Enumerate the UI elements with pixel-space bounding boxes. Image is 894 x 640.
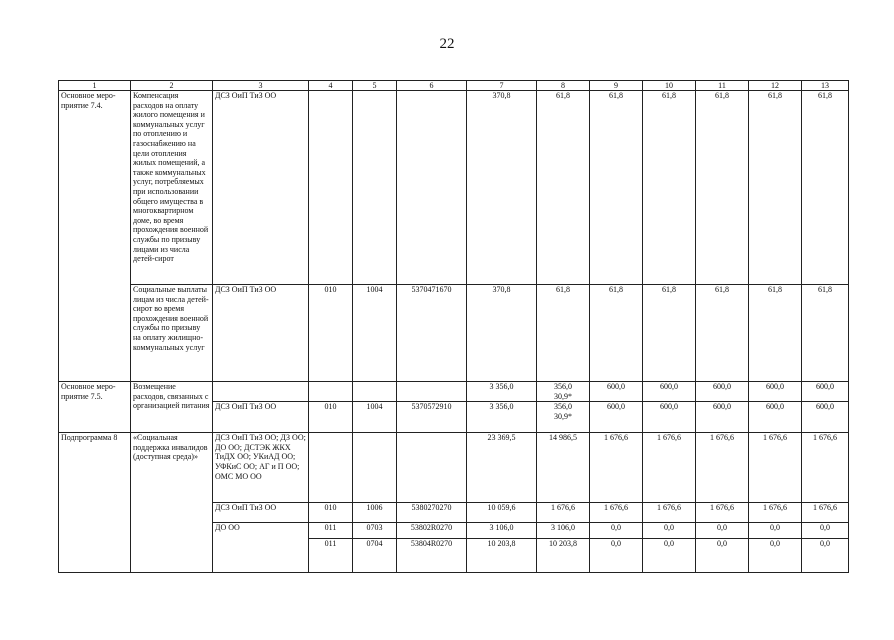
executor: ДСЗ ОиП ТиЗ ОО (213, 91, 309, 285)
measure-name: Подпрограмма 8 (59, 433, 131, 573)
value-cell: 14 986,5 (537, 433, 590, 503)
value-cell: 10 203,8 (537, 539, 590, 573)
measure-description: «Социальная поддержка инвалидов (доступная среда)» (131, 433, 213, 573)
value-cell: 1 676,6 (696, 503, 749, 523)
code-cell: 1004 (353, 285, 397, 382)
value-cell: 61,8 (590, 285, 643, 382)
header-cell: 12 (749, 81, 802, 91)
value-cell: 0,0 (749, 523, 802, 539)
value-cell: 1 676,6 (537, 503, 590, 523)
header-row (59, 81, 849, 91)
code-cell (397, 91, 467, 285)
value-cell: 600,0 (643, 382, 696, 402)
value-cell: 600,0 (696, 402, 749, 433)
code-cell: 1006 (353, 503, 397, 523)
value-cell: 61,8 (537, 91, 590, 285)
value-cell: 0,0 (696, 539, 749, 573)
value-cell: 61,8 (802, 285, 849, 382)
value-cell: 370,8 (467, 91, 537, 285)
value-cell: 10 203,8 (467, 539, 537, 573)
value-cell: 0,0 (590, 523, 643, 539)
value-cell: 600,0 (802, 402, 849, 433)
value-cell: 3 356,0 (467, 402, 537, 433)
value-cell (537, 402, 590, 433)
header-cell: 10 (643, 81, 696, 91)
value-cell: 23 369,5 (467, 433, 537, 503)
executor: ДСЗ ОиП ТиЗ ОО (213, 503, 309, 523)
value-cell: 600,0 (802, 382, 849, 402)
code-cell: 5380270270 (397, 503, 467, 523)
value-cell: 61,8 (696, 285, 749, 382)
value-cell: 0,0 (749, 539, 802, 573)
value-cell: 3 356,0 (467, 382, 537, 402)
value-cell: 600,0 (590, 402, 643, 433)
value-cell: 1 676,6 (643, 503, 696, 523)
table-row (59, 285, 849, 382)
value-cell (537, 382, 590, 402)
value-cell: 1 676,6 (749, 433, 802, 503)
value-cell: 1 676,6 (590, 433, 643, 503)
value-main: 356,0 (554, 402, 572, 412)
value-cell: 0,0 (802, 539, 849, 573)
value-cell: 0,0 (643, 539, 696, 573)
header-cell: 5 (353, 81, 397, 91)
value-cell: 600,0 (590, 382, 643, 402)
code-cell: 53802R0270 (397, 523, 467, 539)
header-cell: 8 (537, 81, 590, 91)
code-cell: 1004 (353, 402, 397, 433)
value-cell: 600,0 (749, 382, 802, 402)
code-cell (353, 91, 397, 285)
value-cell: 370,8 (467, 285, 537, 382)
value-note: 30,9* (554, 411, 572, 421)
budget-table (58, 80, 849, 573)
code-cell: 0704 (353, 539, 397, 573)
value-cell: 1 676,6 (590, 503, 643, 523)
value-cell: 600,0 (749, 402, 802, 433)
table-row (59, 91, 849, 285)
executor: ДО ОО (213, 523, 309, 573)
value-cell: 1 676,6 (643, 433, 696, 503)
value-note: 30,9* (554, 391, 572, 401)
table-row (59, 382, 849, 402)
executor: ДСЗ ОиП ТиЗ ОО (213, 402, 309, 433)
header-cell: 11 (696, 81, 749, 91)
executor: ДСЗ ОиП ТиЗ ОО; ДЗ ОО; ДО ОО; ДСТЭК ЖКХ ТиДХ ОО; УКиАД ОО; УФКиС ОО; АГ и П ОО; ОМС МО ОО (213, 433, 309, 503)
code-cell: 011 (309, 523, 353, 539)
measure-description: Социальные выплаты лицам из числа детей-сирот во время прохождения военной службы по призыву на оплату жилищно-коммунальных услуг (131, 285, 213, 382)
value-cell: 0,0 (802, 523, 849, 539)
value-cell: 0,0 (590, 539, 643, 573)
measure-description: Компенсация расходов на оплату жилого помещения и коммунальных услуг по отоплению и газоснабжению на цели отопления жилых помещений, а также коммунальных услуг, потребляемых при использовании общего имущества в многоквартирном доме, во время прохождения военной службы по призыву лицами из числа детей-сирот (131, 91, 213, 285)
code-cell: 011 (309, 539, 353, 573)
value-main: 356,0 (554, 382, 572, 391)
code-cell (397, 382, 467, 402)
header-cell: 4 (309, 81, 353, 91)
value-cell: 1 676,6 (802, 503, 849, 523)
header-cell: 9 (590, 81, 643, 91)
measure-name: Основное меро-приятие 7.4. (59, 91, 131, 382)
table-row (59, 433, 849, 503)
code-cell (309, 433, 353, 503)
executor: ДСЗ ОиП ТиЗ ОО (213, 285, 309, 382)
executor (213, 382, 309, 402)
value-cell: 61,8 (696, 91, 749, 285)
code-cell (309, 91, 353, 285)
code-cell: 010 (309, 402, 353, 433)
measure-description: Возмещение расходов, связанных с организацией питания (131, 382, 213, 433)
value-cell: 1 676,6 (802, 433, 849, 503)
code-cell: 010 (309, 503, 353, 523)
value-cell: 0,0 (643, 523, 696, 539)
value-cell: 1 676,6 (696, 433, 749, 503)
value-cell: 0,0 (696, 523, 749, 539)
code-cell (353, 433, 397, 503)
header-cell: 7 (467, 81, 537, 91)
value-cell: 61,8 (643, 91, 696, 285)
value-cell: 61,8 (749, 91, 802, 285)
code-cell (309, 382, 353, 402)
value-cell: 61,8 (537, 285, 590, 382)
header-cell: 1 (59, 81, 131, 91)
header-cell: 2 (131, 81, 213, 91)
code-cell: 0703 (353, 523, 397, 539)
measure-name: Основное меро-приятие 7.5. (59, 382, 131, 433)
page-number: 22 (439, 36, 455, 52)
code-cell (397, 433, 467, 503)
code-cell: 5370471670 (397, 285, 467, 382)
value-cell: 61,8 (802, 91, 849, 285)
value-cell: 3 106,0 (467, 523, 537, 539)
value-cell: 61,8 (749, 285, 802, 382)
code-cell: 010 (309, 285, 353, 382)
code-cell (353, 382, 397, 402)
value-cell: 10 059,6 (467, 503, 537, 523)
value-cell: 1 676,6 (749, 503, 802, 523)
header-cell: 3 (213, 81, 309, 91)
header-cell: 13 (802, 81, 849, 91)
header-cell: 6 (397, 81, 467, 91)
value-cell: 61,8 (643, 285, 696, 382)
code-cell: 53804R0270 (397, 539, 467, 573)
code-cell: 5370572910 (397, 402, 467, 433)
value-cell: 61,8 (590, 91, 643, 285)
value-cell: 600,0 (696, 382, 749, 402)
value-cell: 600,0 (643, 402, 696, 433)
value-cell: 3 106,0 (537, 523, 590, 539)
